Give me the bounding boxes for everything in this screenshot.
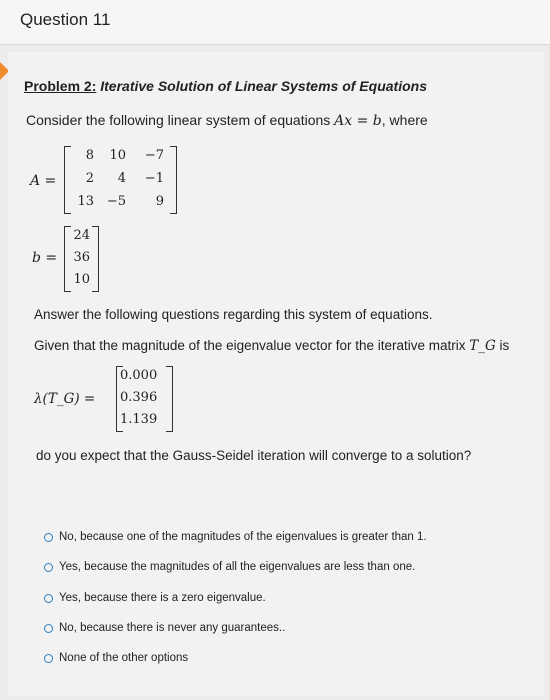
matrix-a-cell: 2 — [85, 171, 94, 186]
problem-title: Iterative Solution of Linear Systems of Equations — [100, 78, 427, 94]
vector-b-cell: 24 — [73, 228, 90, 243]
vector-b-cell: 10 — [73, 272, 90, 287]
option-label: Yes, because the magnitudes of all the eigenvalues are less than one. — [59, 561, 416, 573]
matrix-a-cell: −7 — [144, 148, 164, 163]
system-equation: Ax = b — [334, 113, 382, 129]
question-text: do you expect that the Gauss-Seidel iteration will converge to a solution? — [36, 448, 472, 463]
matrix-a — [64, 146, 184, 216]
answer-option[interactable] — [46, 592, 266, 604]
vector-b — [64, 226, 104, 296]
eigen-cell: 0.000 — [120, 368, 158, 383]
matrix-a-cell: 13 — [77, 194, 94, 209]
intro-text — [26, 112, 428, 129]
problem-number: Problem 2: — [24, 78, 97, 94]
answer-option[interactable] — [46, 622, 285, 634]
matrix-a-cell: −5 — [106, 194, 126, 209]
matrix-a-cell: −1 — [144, 171, 164, 186]
given-text — [34, 338, 509, 354]
answer-option[interactable] — [46, 561, 415, 573]
vector-b-cell: 36 — [73, 250, 90, 265]
radio-button[interactable] — [44, 654, 53, 663]
eigen-label: λ(T_G) = — [34, 391, 96, 407]
matrix-a-cell: 9 — [155, 194, 164, 209]
instructions-text: Answer the following questions regarding this system of equations. — [34, 307, 433, 322]
question-header — [0, 0, 550, 45]
problem-heading — [24, 78, 427, 94]
intro-after: , where — [381, 112, 428, 128]
radio-button[interactable] — [44, 563, 53, 572]
eigen-cell: 1.139 — [120, 412, 158, 427]
eigen-cell: 0.396 — [120, 390, 158, 405]
vector-b-label: b = — [32, 250, 58, 266]
question-title: Question 11 — [20, 10, 111, 29]
eigen-right-bracket — [166, 366, 173, 432]
answer-option[interactable] — [46, 531, 427, 543]
matrix-a-cell: 8 — [85, 148, 94, 163]
radio-button[interactable] — [44, 533, 53, 542]
matrix-a-label: A = — [30, 173, 57, 189]
vector-b-right-bracket — [92, 226, 99, 292]
matrix-a-right-bracket — [170, 146, 177, 214]
radio-button[interactable] — [44, 624, 53, 633]
eigen-vector — [116, 366, 180, 436]
matrix-a-cell: 10 — [109, 148, 126, 163]
radio-button[interactable] — [44, 594, 53, 603]
option-label: None of the other options — [59, 652, 189, 664]
given-before: Given that the magnitude of the eigenvalue vector for the iterative matrix — [34, 338, 470, 353]
option-label: No, because one of the magnitudes of the eigenvalues is greater than 1. — [59, 531, 427, 543]
matrix-a-cell: 4 — [117, 171, 126, 186]
answer-option[interactable] — [46, 652, 188, 664]
option-label: No, because there is never any guarantees.. — [59, 622, 286, 634]
option-label: Yes, because there is a zero eigenvalue. — [59, 592, 266, 604]
iteration-matrix-symbol: T_G — [469, 338, 496, 354]
intro-before: Consider the following linear system of equations — [26, 112, 335, 128]
given-after: is — [495, 338, 510, 353]
